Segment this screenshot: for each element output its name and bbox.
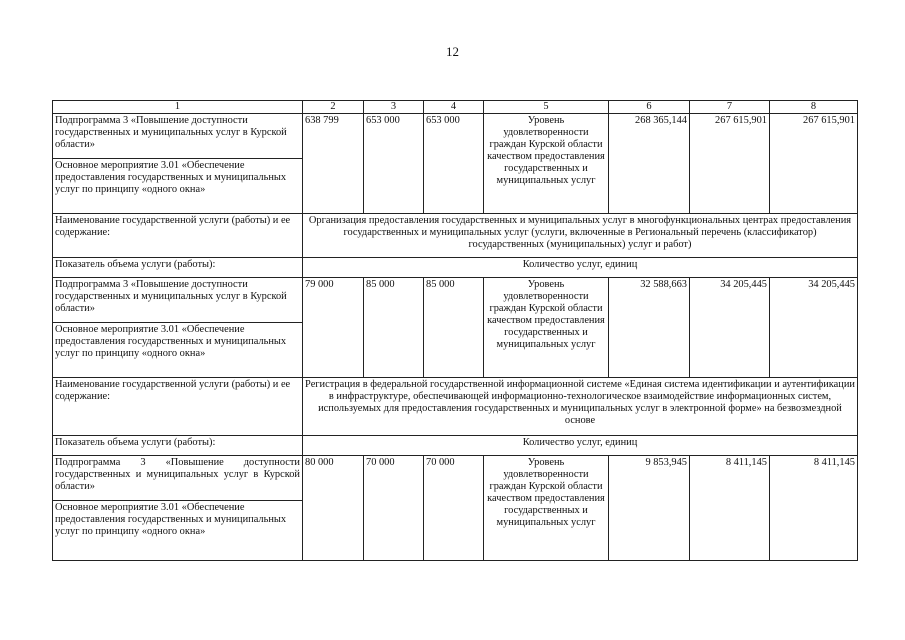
volume-indicator-label: Показатель объема услуги (работы):	[53, 436, 303, 456]
value-cell-4: 70 000	[424, 456, 484, 561]
value-cell-6: 9 853,945	[609, 456, 690, 561]
indicator-description-cell: Уровень удовлетворенности граждан Курской области качеством предоставления государственных и муниципальных услуг	[484, 278, 609, 378]
header-cell-4: 4	[424, 101, 484, 114]
header-cell-2: 2	[303, 101, 364, 114]
value-cell-8: 34 205,445	[770, 278, 858, 378]
volume-indicator-value: Количество услуг, единиц	[303, 258, 858, 278]
value-cell-6: 268 365,144	[609, 114, 690, 214]
service-name-value: Организация предоставления государственных и муниципальных услуг в многофункциональных центрах предоставления государственных и муниципальных услуг (услуги, включенные в Региональный перечень (классификатор) государственных (муниципальных) услуг и работ)	[303, 214, 858, 258]
volume-indicator-label: Показатель объема услуги (работы):	[53, 258, 303, 278]
header-cell-3: 3	[364, 101, 424, 114]
service-name-label: Наименование государственной услуги (работы) и ее содержание:	[53, 378, 303, 436]
value-cell-4: 653 000	[424, 114, 484, 214]
program-table	[52, 100, 858, 561]
indicator-description-cell: Уровень удовлетворенности граждан Курской области качеством предоставления государственных и муниципальных услуг	[484, 114, 609, 214]
table-row	[53, 278, 858, 323]
value-cell-3: 70 000	[364, 456, 424, 561]
indicator-description-cell: Уровень удовлетворенности граждан Курской области качеством предоставления государственных и муниципальных услуг	[484, 456, 609, 561]
page-number: 12	[446, 44, 459, 59]
value-cell-7: 267 615,901	[690, 114, 770, 214]
value-cell-2: 638 799	[303, 114, 364, 214]
value-cell-4: 85 000	[424, 278, 484, 378]
table-row	[53, 114, 858, 159]
value-cell-3: 653 000	[364, 114, 424, 214]
value-cell-2: 80 000	[303, 456, 364, 561]
activity-cell: Основное мероприятие 3.01 «Обеспечение предоставления государственных и муниципальных услуг по принципу «одного окна»	[53, 501, 303, 561]
activity-cell: Основное мероприятие 3.01 «Обеспечение предоставления государственных и муниципальных услуг по принципу «одного окна»	[53, 323, 303, 378]
header-cell-6: 6	[609, 101, 690, 114]
volume-indicator-value: Количество услуг, единиц	[303, 436, 858, 456]
header-cell-5: 5	[484, 101, 609, 114]
subprogram-cell: Подпрограмма 3 «Повышение доступности государственных и муниципальных услуг в Курской области»	[53, 456, 303, 501]
header-cell-7: 7	[690, 101, 770, 114]
header-cell-1: 1	[53, 101, 303, 114]
service-name-value: Регистрация в федеральной государственной информационной системе «Единая система идентификации и аутентификации в инфраструктуре, обеспечивающей информационно-технологическое взаимодействие информационных систем, используемых для предоставления государственных и муниципальных услуг в электронной форме» на безвозмездной основе	[303, 378, 858, 436]
activity-cell: Основное мероприятие 3.01 «Обеспечение предоставления государственных и муниципальных услуг по принципу «одного окна»	[53, 159, 303, 214]
table-row	[53, 214, 858, 258]
value-cell-8: 8 411,145	[770, 456, 858, 561]
table-row	[53, 456, 858, 501]
subprogram-cell: Подпрограмма 3 «Повышение доступности государственных и муниципальных услуг в Курской области»	[53, 114, 303, 159]
value-cell-8: 267 615,901	[770, 114, 858, 214]
value-cell-7: 8 411,145	[690, 456, 770, 561]
table-row	[53, 378, 858, 436]
value-cell-2: 79 000	[303, 278, 364, 378]
table-row	[53, 258, 858, 278]
header-cell-8: 8	[770, 101, 858, 114]
value-cell-3: 85 000	[364, 278, 424, 378]
service-name-label: Наименование государственной услуги (работы) и ее содержание:	[53, 214, 303, 258]
value-cell-6: 32 588,663	[609, 278, 690, 378]
header-row	[53, 101, 858, 114]
table-row	[53, 436, 858, 456]
value-cell-7: 34 205,445	[690, 278, 770, 378]
subprogram-cell: Подпрограмма 3 «Повышение доступности государственных и муниципальных услуг в Курской области»	[53, 278, 303, 323]
